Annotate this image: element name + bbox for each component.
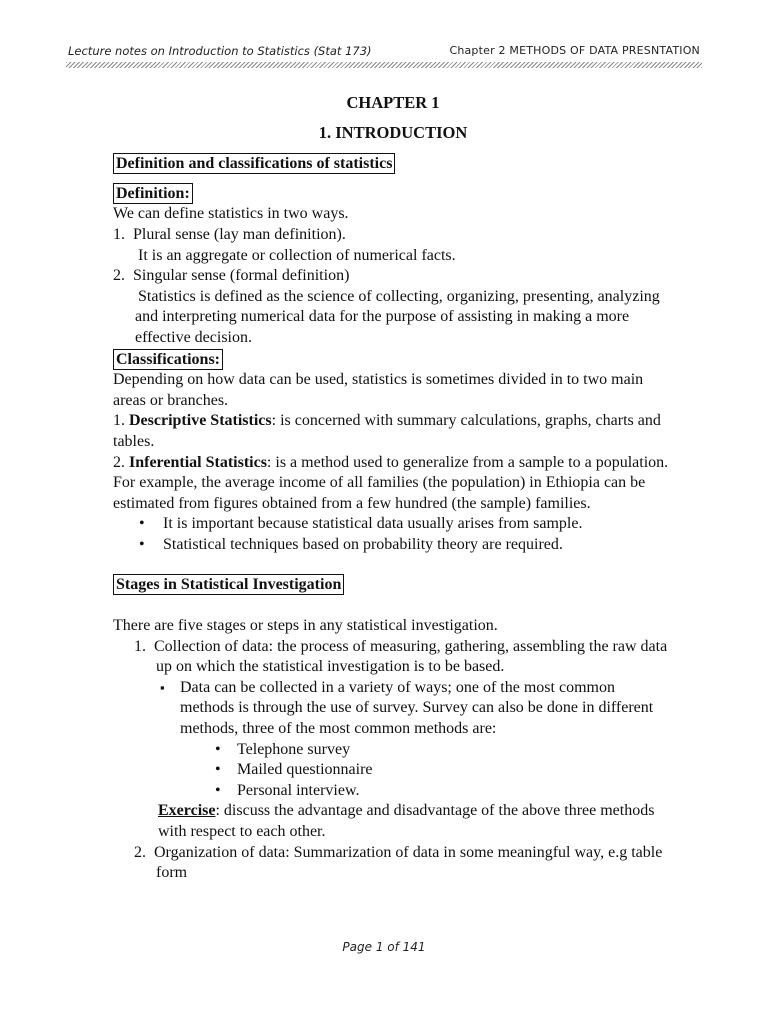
list-item: • Telephone survey [237,740,673,761]
header-course-title: Lecture notes on Introduction to Statistics (Stat 173) [68,44,372,58]
item-text: Singular sense (formal definition) [133,267,350,285]
section-stages-title-wrap [113,574,673,596]
list-item-text: Statistical techniques based on probability theory are required. [163,535,563,553]
item-number: 1. [113,225,125,243]
item-text: Organization of data: Summarization of data in some meaningful way, e.g table form [154,843,663,882]
exercise-label: Exercise [158,802,216,820]
header-chapter-title: Chapter 2 METHODS OF DATA PRESNTATION [449,44,700,57]
definition-item-1-detail: It is an aggregate or collection of numerical facts. [138,246,456,264]
list-item: • Mailed questionnaire [237,760,673,781]
inferential-statistics-item [113,453,673,515]
stage-1-subpoints [113,678,673,740]
list-item: • It is important because statistical data usually arises from sample. [153,514,673,535]
classifications-heading-wrap [113,349,673,371]
definition-heading-wrap [113,183,673,205]
descriptive-statistics-text: : is concerned with summary calculations, graphs, charts and tables. [113,412,661,450]
definition-intro: We can define statistics in two ways. [113,205,349,223]
list-item: ▪ Data can be collected in a variety of ways; one of the most common methods is through the use of survey. Survey can also be done in different methods, three of the most common methods are: [180,678,673,740]
inferential-statistics-text: : is a method used to generalize from a sample to a population. For example, the average income of all families (the population) in Ethiopia can be estimated from figures obtained from a few hundred (the sample) families. [113,453,669,512]
section-definition-title: Definition and classifications of statistics [113,153,395,174]
stage-item-2 [113,843,673,884]
classifications-heading: Classifications: [113,349,223,370]
section-definition-title-wrap [113,153,673,175]
classifications-intro: Depending on how data can be used, statistics is sometimes divided in to two main areas or branches. [113,371,644,409]
definition-item-2-detail: Statistics is defined as the science of collecting, organizing, presenting, analyzing and interpreting numerical data for the purpose of assisting in making a more effective decision. [135,287,660,346]
item-text: Plural sense (lay man definition). [133,225,346,243]
page-number: Page 1 of 141 [342,940,426,954]
inferential-bullets [113,514,673,555]
stages-intro: There are five stages or steps in any statistical investigation. [113,617,498,635]
descriptive-statistics-item [113,411,673,452]
exercise-text: : discuss the advantage and disadvantage of the above three methods with respect to each other. [158,802,655,840]
definition-item-2 [113,266,673,287]
item-number: 2. [113,267,125,285]
document-body [113,93,673,884]
item-number: 1. [134,637,146,655]
exercise-paragraph [113,801,673,842]
list-item [153,535,673,556]
item-number: 2. [113,453,129,471]
spacer [113,555,673,574]
item-number: 1. [113,412,129,430]
spacer [113,596,673,616]
header-divider [66,62,702,68]
item-number: 2. [134,843,146,861]
chapter-title: CHAPTER 1 [346,93,440,112]
survey-methods-list [113,740,673,802]
section-stages-title: Stages in Statistical Investigation [113,574,344,595]
descriptive-statistics-term: Descriptive Statistics [129,412,272,430]
item-text: Collection of data: the process of measuring, gathering, assembling the raw data up on which the statistical investigation is to be based. [154,637,668,676]
definition-item-1 [113,225,673,246]
stage-item-1 [113,637,673,678]
definition-heading: Definition: [113,183,193,204]
intro-title: 1. INTRODUCTION [318,122,468,142]
inferential-statistics-term: Inferential Statistics [129,453,267,471]
list-item: • Personal interview. [237,781,673,802]
